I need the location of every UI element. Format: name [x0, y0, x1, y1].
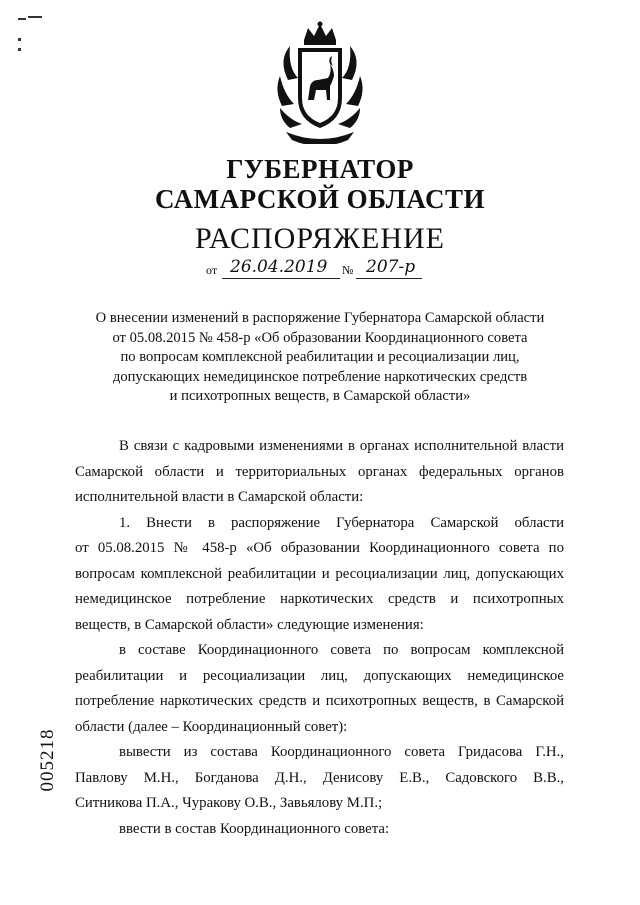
document-body — [75, 434, 564, 842]
title-line: О внесении изменений в распоряжение Губернатора Самарской области — [95, 310, 545, 326]
date-number-line — [206, 254, 436, 280]
organization-name-line2: САМАРСКОЙ ОБЛАСТИ — [154, 184, 486, 214]
title-line: допускающих немедицинское потребление наркотических средств — [112, 368, 528, 385]
body-line: от 05.08.2015 № 458-р «Об образовании Координационного совета по — [75, 540, 564, 556]
date-prefix-label: от — [206, 263, 218, 277]
title-line: по вопросам комплексной реабилитации и ресоциализации лиц, — [120, 349, 520, 365]
body-line: реабилитации и ресоциализации лиц, допускающих немедицинское — [75, 667, 564, 684]
number-prefix-label: № — [342, 263, 354, 277]
body-line: в составе Координационного совета по вопросам комплексной — [119, 642, 564, 658]
date-underline — [222, 278, 340, 279]
body-line: Самарской области и территориальных органах федеральных органов — [75, 463, 564, 480]
body-line: Ситникова П.А., Чуракову О.В., Завьялову М.П.; — [75, 795, 383, 811]
body-line: немедицинское потребление наркотических средств и психотропных — [75, 591, 564, 607]
registration-number-stamp: 005218 — [37, 728, 58, 792]
body-line: В связи с кадровыми изменениями в органах исполнительной власти — [119, 438, 564, 454]
body-line: веществ, в Самарской области» следующие изменения: — [75, 616, 424, 633]
title-line: от 05.08.2015 № 458-р «Об образовании Координационного совета — [112, 329, 528, 346]
body-line: Павлову М.Н., Богданова Д.Н., Денисову Е.В., Садовского В.В., — [75, 769, 564, 786]
handwritten-number: 207-р — [366, 257, 416, 277]
organization-name-line1: ГУБЕРНАТОР — [226, 154, 414, 184]
body-line: 1. Внести в распоряжение Губернатора Самарской области — [119, 514, 564, 531]
body-line: вопросам комплексной реабилитации и ресоциализации лиц, допускающих — [75, 565, 564, 582]
body-line: области (далее – Координационный совет): — [75, 718, 348, 735]
title-line: и психотропных веществ, в Самарской области» — [169, 388, 471, 404]
scan-corner-mark — [18, 14, 48, 54]
samara-region-coat-of-arms-icon — [268, 20, 372, 144]
number-underline — [356, 278, 422, 279]
handwritten-date: 26.04.2019 — [230, 257, 328, 277]
body-line: исполнительной власти в Самарской области: — [75, 489, 364, 505]
body-line: потребление наркотических средств и психотропных веществ, в Самарской — [75, 693, 564, 709]
body-line: ввести в состав Координационного совета: — [119, 820, 390, 837]
document-title — [60, 309, 580, 407]
document-type-heading: РАСПОРЯЖЕНИЕ — [194, 222, 446, 255]
body-line: вывести из состава Координационного совета Гридасова Г.Н., — [119, 744, 564, 760]
